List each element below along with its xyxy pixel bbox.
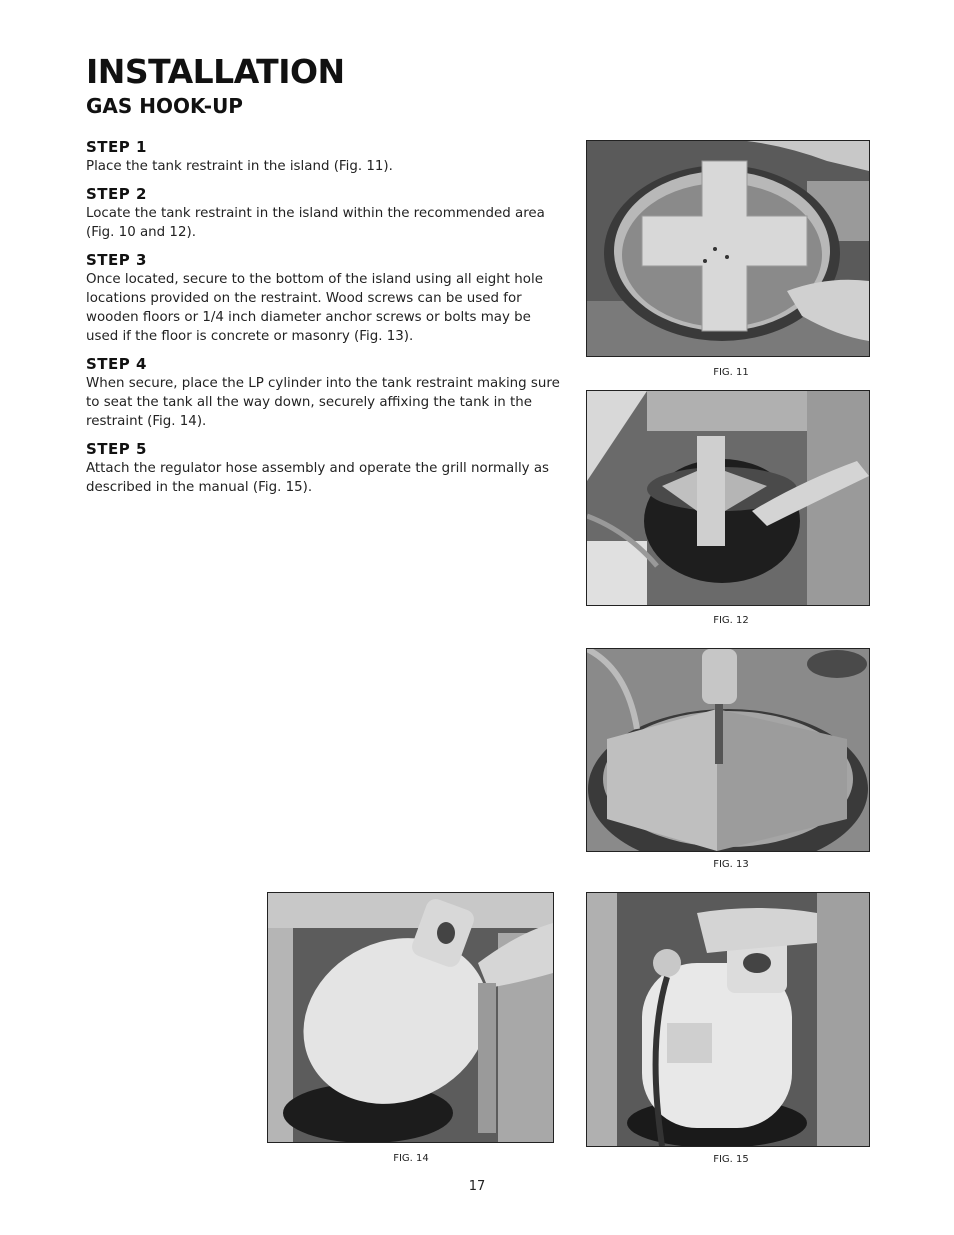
step-title: STEP 1 <box>86 138 147 156</box>
fig-15-photo <box>586 892 870 1147</box>
step-body: Attach the regulator hose assembly and operate the grill normally as described in the manual (Fig. 15). <box>86 461 550 495</box>
step-5 <box>86 440 566 497</box>
fig-15-caption: FIG. 15 <box>713 1154 749 1165</box>
step-3 <box>86 251 566 346</box>
fig-14-caption: FIG. 14 <box>393 1153 429 1164</box>
step-body: Place the tank restraint in the island (Fig. 11). <box>86 159 393 174</box>
step-title: STEP 2 <box>86 185 147 203</box>
page-number: 17 <box>468 1179 486 1194</box>
step-4 <box>86 355 566 431</box>
step-title: STEP 5 <box>86 440 147 458</box>
fig-12-photo <box>586 390 870 606</box>
fig-12-caption: FIG. 12 <box>713 615 749 626</box>
fig-13-caption: FIG. 13 <box>713 859 749 870</box>
step-title: STEP 3 <box>86 251 147 269</box>
steps-list <box>86 138 566 506</box>
step-body: When secure, place the LP cylinder into the tank restraint making sure to seat the tank all the way down, securely affixing the tank in the restraint (Fig. 14). <box>86 376 560 429</box>
step-body: Locate the tank restraint in the island within the recommended area (Fig. 10 and 12). <box>86 206 545 240</box>
step-1 <box>86 138 566 176</box>
section-title: GAS HOOK-UP <box>86 94 243 118</box>
fig-11-photo <box>586 140 870 357</box>
step-title: STEP 4 <box>86 355 147 373</box>
step-body: Once located, secure to the bottom of the island using all eight hole locations provided on the restraint. Wood screws can be used for wooden floors or 1/4 inch diameter anchor screws or bolts may be used if the floor is concrete or masonry (Fig. 13). <box>86 272 543 344</box>
fig-13-photo <box>586 648 870 852</box>
page-title: INSTALLATION <box>86 52 345 91</box>
step-2 <box>86 185 566 242</box>
fig-11-caption: FIG. 11 <box>713 367 749 378</box>
fig-14-photo <box>267 892 554 1143</box>
